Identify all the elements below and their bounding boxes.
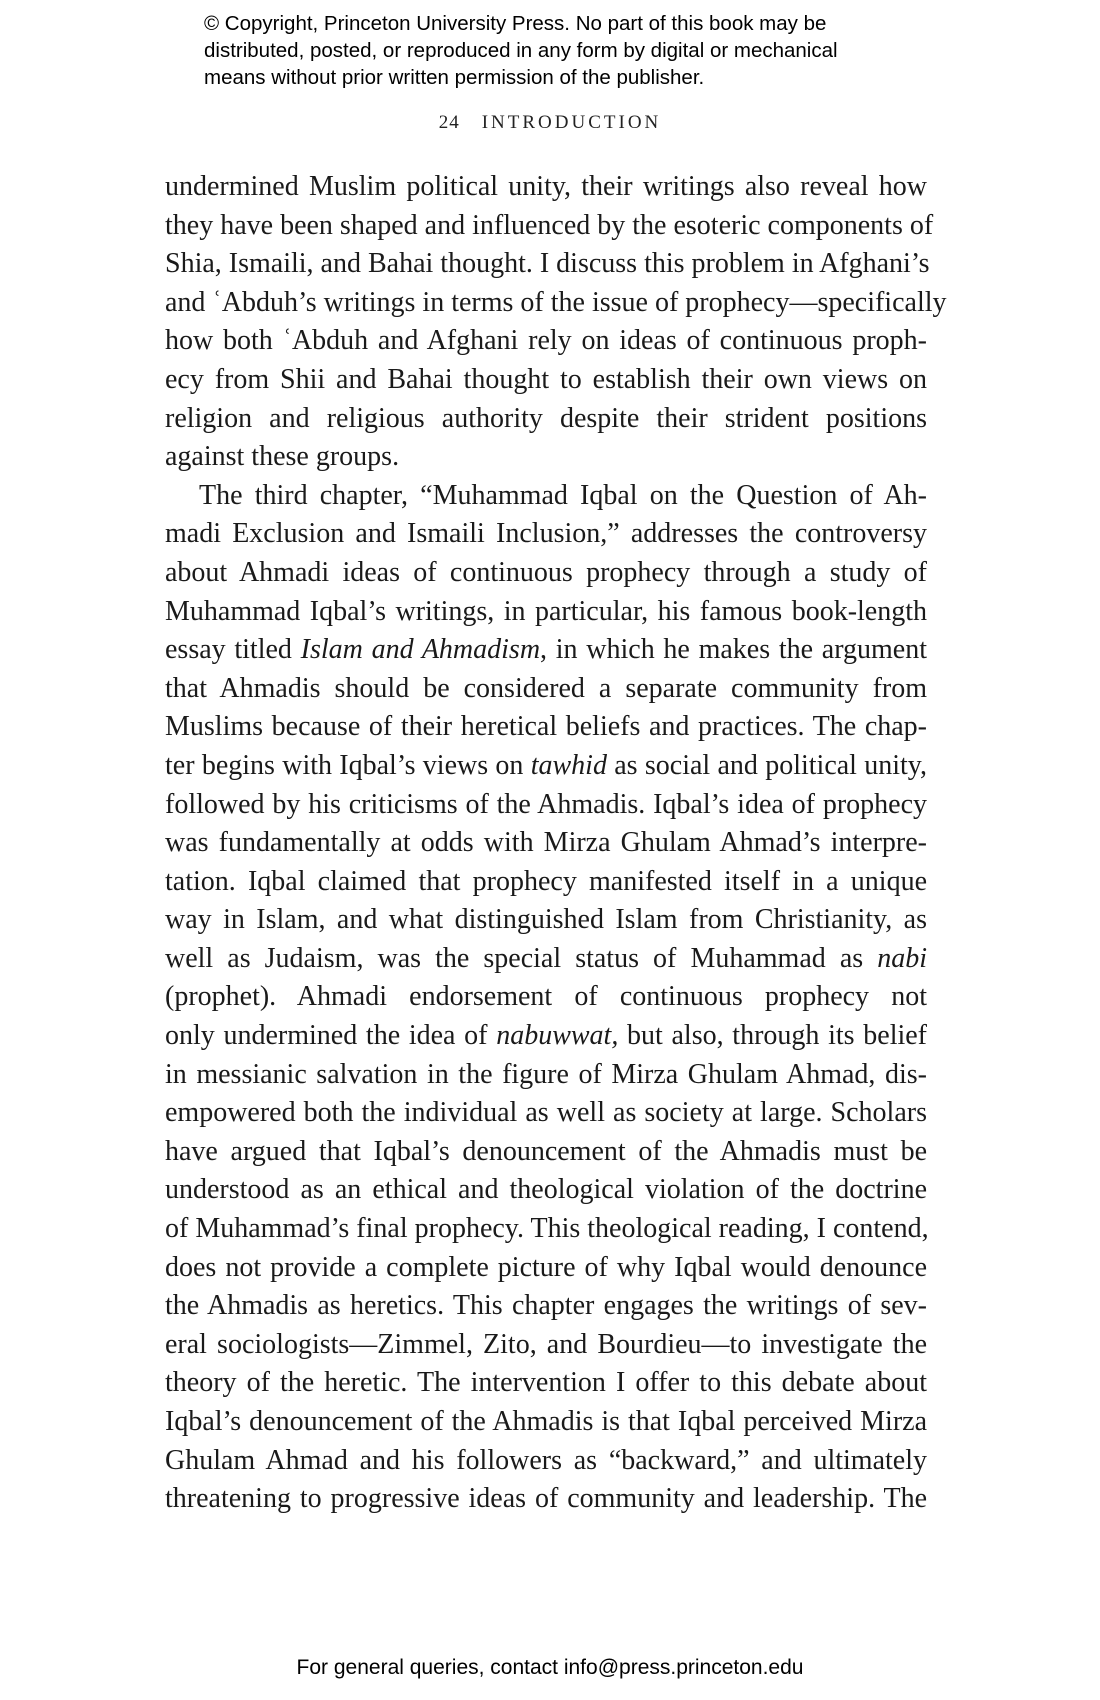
text-line: Shia, Ismaili, and Bahai thought. I discuss this problem in Afghani’s (165, 248, 930, 280)
italic-term: tawhid (530, 749, 607, 781)
text-line: have argued that Iqbal’s denouncement of the Ahmadis must be (165, 1135, 927, 1167)
text-segment: , in which he makes the argument (540, 634, 928, 666)
text-segment: only undermined the idea of (165, 1020, 497, 1052)
copyright-line: distributed, posted, or reproduced in any form by digital or mechanical (204, 39, 838, 62)
text-line: about Ahmadi ideas of continuous prophecy through a study of (165, 556, 927, 588)
text-line: tation. Iqbal claimed that prophecy manifested itself in a unique (165, 865, 927, 897)
text-line: undermined Muslim political unity, their writings also reveal how (165, 171, 927, 202)
text-line: eral sociologists—Zimmel, Zito, and Bourdieu—to investigate the (165, 1328, 927, 1360)
copyright-line: © Copyright, Princeton University Press. No part of this book may be (204, 12, 827, 35)
section-title: INTRODUCTION (481, 112, 662, 133)
book-title: Islam and Ahmadism (300, 634, 541, 666)
text-line: empowered both the individual as well as society at large. Scholars (165, 1097, 927, 1129)
text-line (165, 1017, 927, 1056)
text-line: Ghulam Ahmad and his followers as “backward,” and ultimately (165, 1444, 927, 1476)
text-line: understood as an ethical and theological violation of the doctrine (165, 1174, 927, 1206)
text-line: how both ʿAbduh and Afghani rely on ideas of continuous proph- (165, 325, 927, 357)
text-line: and ʿAbduh’s writings in terms of the issue of prophecy—specifically (165, 286, 947, 318)
text-segment: as social and political unity, (606, 749, 927, 781)
body-text (165, 168, 947, 1519)
text-line: that Ahmadis should be considered a separate community from (165, 672, 927, 704)
text-line: religion and religious authority despite their strident positions (165, 402, 927, 434)
footer-contact: For general queries, contact info@press.princeton.edu (296, 1656, 804, 1679)
text-line: madi Exclusion and Ismaili Inclusion,” addresses the controversy (165, 518, 927, 550)
italic-term: nabi (877, 942, 927, 974)
text-line: Muhammad Iqbal’s writings, in particular, his famous book-length (165, 595, 927, 627)
text-line: of Muhammad’s final prophecy. This theological reading, I contend, (165, 1213, 929, 1245)
text-line (165, 747, 927, 786)
text-line: way in Islam, and what distinguished Islam from Christianity, as (165, 904, 927, 936)
running-head (0, 112, 1100, 134)
page-number: 24 (438, 112, 460, 133)
text-line: in messianic salvation in the figure of Mirza Ghulam Ahmad, dis- (165, 1058, 927, 1090)
text-line: the Ahmadis as heretics. This chapter engages the writings of sev- (165, 1290, 927, 1322)
text-line: ecy from Shii and Bahai thought to establish their own views on (165, 363, 927, 395)
text-line: theory of the heretic. The intervention I offer to this debate about (165, 1367, 927, 1399)
text-line: threatening to progressive ideas of community and leadership. The (165, 1483, 927, 1515)
text-segment: well as Judaism, was the special status of Muhammad as (165, 942, 878, 974)
text-line: does not provide a complete picture of why Iqbal would denounce (165, 1251, 927, 1283)
text-line (165, 940, 927, 979)
text-line: was fundamentally at odds with Mirza Ghulam Ahmad’s interpre- (165, 827, 927, 859)
text-segment: essay titled (165, 634, 301, 666)
text-segment: but also, through its belief (618, 1020, 928, 1052)
text-line: The third chapter, “Muhammad Iqbal on the Question of Ah- (199, 479, 927, 511)
text-segment: ter begins with Iqbal’s views on (165, 749, 531, 781)
copyright-line: means without prior written permission of the publisher. (204, 66, 705, 89)
text-line: (prophet). Ahmadi endorsement of continuous prophecy not (165, 981, 927, 1013)
text-line: Iqbal’s denouncement of the Ahmadis is that Iqbal perceived Mirza (165, 1406, 927, 1437)
italic-term: nabuwwat, (496, 1020, 619, 1052)
text-line: Muslims because of their heretical beliefs and practices. The chap- (165, 711, 927, 743)
text-line: followed by his criticisms of the Ahmadis. Iqbal’s idea of prophecy (165, 788, 927, 820)
text-line: against these groups. (165, 441, 400, 473)
copyright-notice (204, 10, 924, 91)
text-line (165, 631, 927, 670)
text-line: they have been shaped and influenced by the esoteric components of (165, 209, 934, 241)
